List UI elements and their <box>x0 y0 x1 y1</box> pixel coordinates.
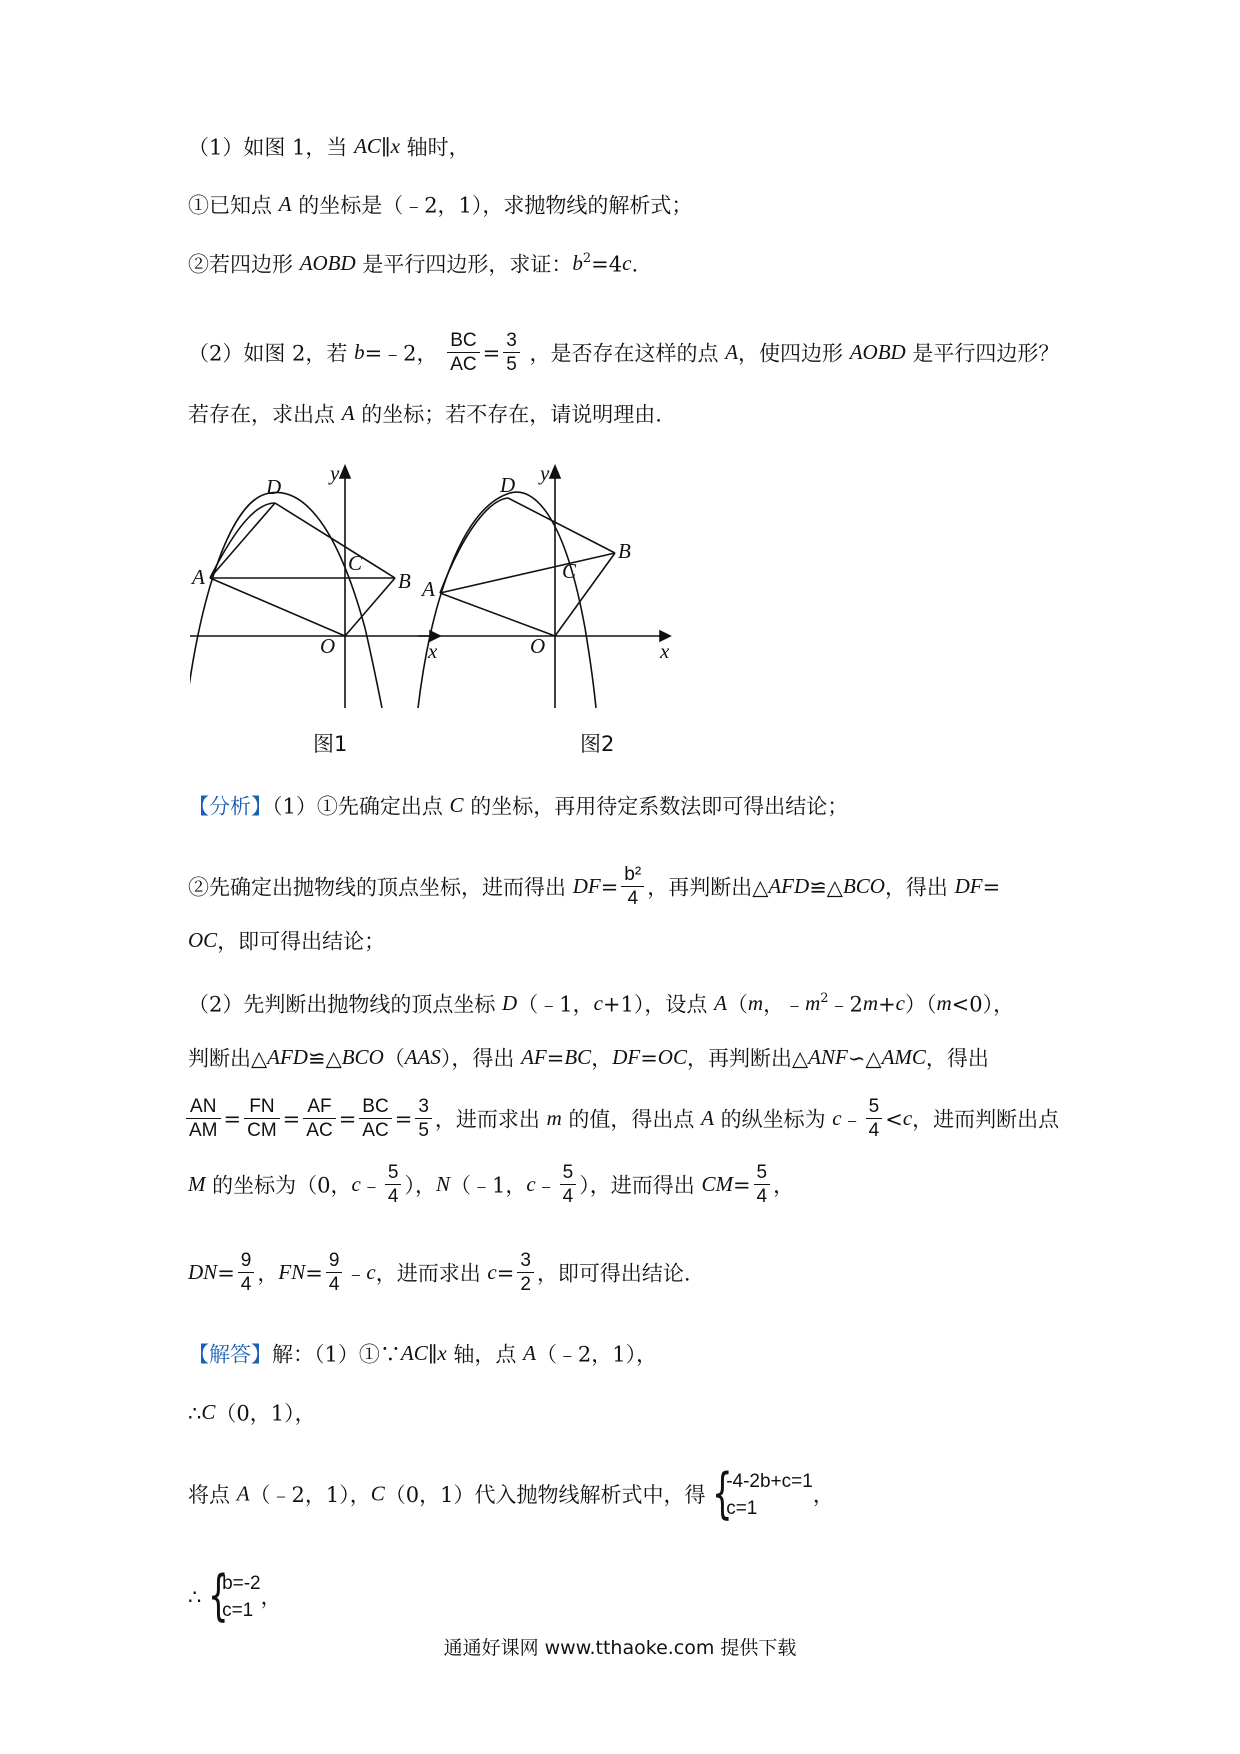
fig1-label-d: D <box>266 475 282 499</box>
fig2-label-o: O <box>530 634 546 658</box>
q2-statement-line2: 若存在，求出点 A 的坐标；若不存在，请说明理由. <box>188 401 662 427</box>
q1-intro: （1）如图 1，当 AC∥x 轴时， <box>188 134 470 160</box>
answer-line-4: ∴ { b=-2 c=1 ， <box>188 1564 282 1627</box>
figure-2 <box>418 466 670 708</box>
equation-system-2: { b=-2 c=1 <box>208 1564 261 1627</box>
figures <box>190 458 730 768</box>
q1-part1: ①已知点 A 的坐标是（﹣2，1），求抛物线的解析式； <box>188 192 693 218</box>
fig2-label-c: C <box>562 559 577 583</box>
analysis-line-7: M 的坐标为（0，c﹣ $\frac{5}{4}$ ），N（﹣1，c﹣ $\frac{5}{4}$ ），进而得出 CM= $\frac{5}{4}$ ， <box>188 1162 795 1207</box>
page-footer: 通通好课网 www.tthaoke.com 提供下载 <box>443 1637 797 1659</box>
analysis-tag: 【分析】 <box>188 794 272 819</box>
fig2-label-d: D <box>500 473 516 497</box>
answer-tag: 【解答】 <box>188 1342 272 1367</box>
figure-diagrams <box>190 458 730 768</box>
fraction-3-5: $\frac{3}{5}$ <box>503 330 520 377</box>
answer-line-3: 将点 A（﹣2，1），C（0，1）代入抛物线解析式中，得 { -4-2b+c=1 c=1 ， <box>188 1462 834 1525</box>
fig1-caption: 图1 <box>313 732 348 756</box>
fig1-label-a: A <box>192 565 205 589</box>
answer-line-2: ∴C（0，1）， <box>188 1400 316 1426</box>
q2-statement: （2）如图 2，若 b=﹣2， $\frac{BC}{AC}$ = $\frac{3}{5}$ ，是否存在这样的点 A，使四边形 AOBD 是平行四边形？ <box>188 330 1060 375</box>
analysis-line-1: 【分析】（1）①先确定出点 C 的坐标，再用待定系数法即可得出结论； <box>188 793 849 819</box>
answer-line-1: 【解答】解：（1）①∵AC∥x 轴，点 A（﹣2，1）， <box>188 1341 658 1367</box>
analysis-line-3: OC，即可得出结论； <box>188 928 386 954</box>
analysis-line-5: 判断出△AFD≌△BCO（AAS），得出 AF=BC，DF=OC，再判断出△ANF∽△AMC，得出 <box>188 1045 989 1071</box>
fig2-label-y: y <box>540 461 550 485</box>
analysis-line-6: $\frac{AN}{AM}$ = $\frac{FN}{CM}$ = $\frac{AF}{AC}$ = $\frac{BC}{AC}$ = $\frac{3}{5}$ ，进而求出 m 的值，得出点 A 的纵坐标为 c﹣ $\frac{5}{4}$ <c，进而判断出点 <box>186 1096 1059 1143</box>
fig2-label-b: B <box>618 539 631 563</box>
equation-system-1: { -4-2b+c=1 c=1 <box>712 1462 813 1525</box>
fraction-bc-ac: $\frac{BC}{AC}$ <box>447 330 479 377</box>
fig2-label-a: A <box>422 577 435 601</box>
q1-part2: ②若四边形 AOBD 是平行四边形，求证：$b^2=4c$. <box>188 251 639 277</box>
fig1-label-y: y <box>330 461 340 485</box>
fig2-parabola <box>418 492 596 708</box>
fig1-label-c: C <box>348 551 363 575</box>
fig1-label-x: x <box>428 639 438 663</box>
fig1-label-b: B <box>398 569 411 593</box>
analysis-line-2: ②先确定出抛物线的顶点坐标，进而得出 DF= $\frac{\text{b²}}{4}$ ，再判断出△AFD≌△BCO，得出 DF= <box>188 864 1001 909</box>
fig2-caption: 图2 <box>580 732 615 756</box>
fig2-label-x: x <box>660 639 670 663</box>
fig1-label-o: O <box>320 634 336 658</box>
fig2-arc-a <box>440 498 508 593</box>
fig1-parabola <box>190 492 382 708</box>
analysis-line-4: （2）先判断出抛物线的顶点坐标 D（﹣1，c+1），设点 A（m，$﹣m^2﹣2m+c)(m<0)$， <box>188 991 1015 1017</box>
analysis-line-8: DN= $\frac{9}{4}$ ，FN= $\frac{9}{4}$ ﹣c，进而求出 c= $\frac{3}{2}$ ，即可得出结论. <box>188 1250 691 1295</box>
